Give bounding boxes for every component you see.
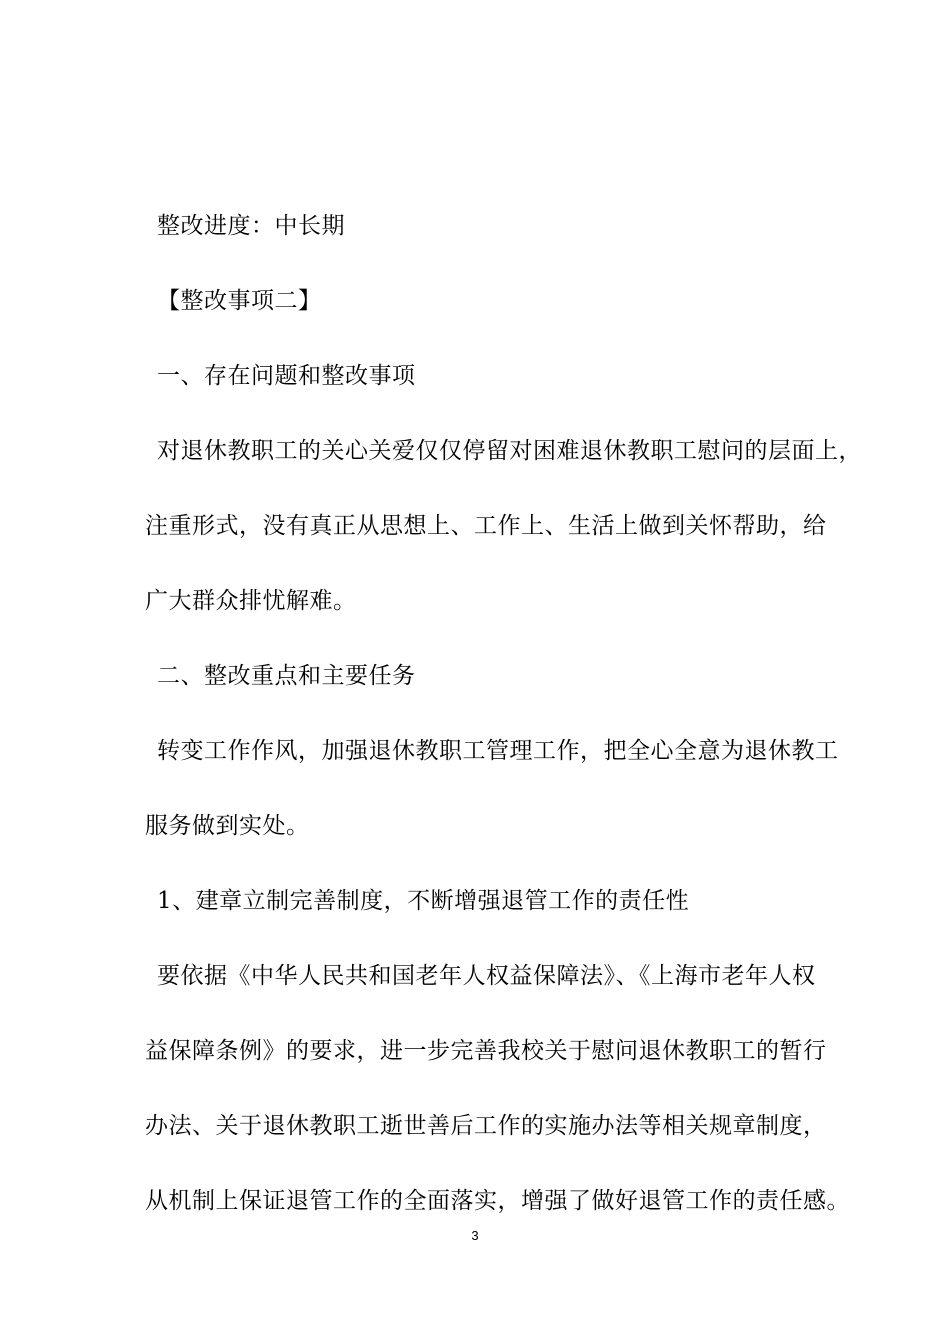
paragraph-line: 办法、关于退休教职工逝世善后工作的实施办法等相关规章制度， — [145, 1113, 827, 1139]
heading-problems: 一、存在问题和整改事项 — [157, 363, 416, 389]
page-number: 3 — [471, 1228, 479, 1243]
progress-line: 整改进度：中长期 — [157, 213, 345, 239]
paragraph-line: 对退休教职工的关心关爱仅仅停留对困难退休教职工慰问的层面上， — [157, 438, 862, 464]
heading-key-tasks: 二、整改重点和主要任务 — [157, 663, 416, 689]
paragraph-line: 益保障条例》的要求，进一步完善我校关于慰问退休教职工的暂行 — [145, 1038, 827, 1064]
paragraph-line: 注重形式，没有真正从思想上、工作上、生活上做到关怀帮助，给 — [145, 513, 827, 539]
paragraph-line: 服务做到实处。 — [145, 813, 310, 839]
paragraph-line: 转变工作作风，加强退休教职工管理工作，把全心全意为退休教工 — [157, 738, 839, 764]
paragraph-line: 要依据《中华人民共和国老年人权益保障法》、《上海市老年人权 — [157, 963, 816, 989]
paragraph-line: 广大群众排忧解难。 — [145, 588, 357, 614]
subheading-regulations: 1、建章立制完善制度，不断增强退管工作的责任性 — [157, 888, 690, 914]
paragraph-line: 从机制上保证退管工作的全面落实，增强了做好退管工作的责任感。 — [145, 1188, 850, 1214]
section-heading-item-two: 【整改事项二】 — [157, 288, 322, 314]
